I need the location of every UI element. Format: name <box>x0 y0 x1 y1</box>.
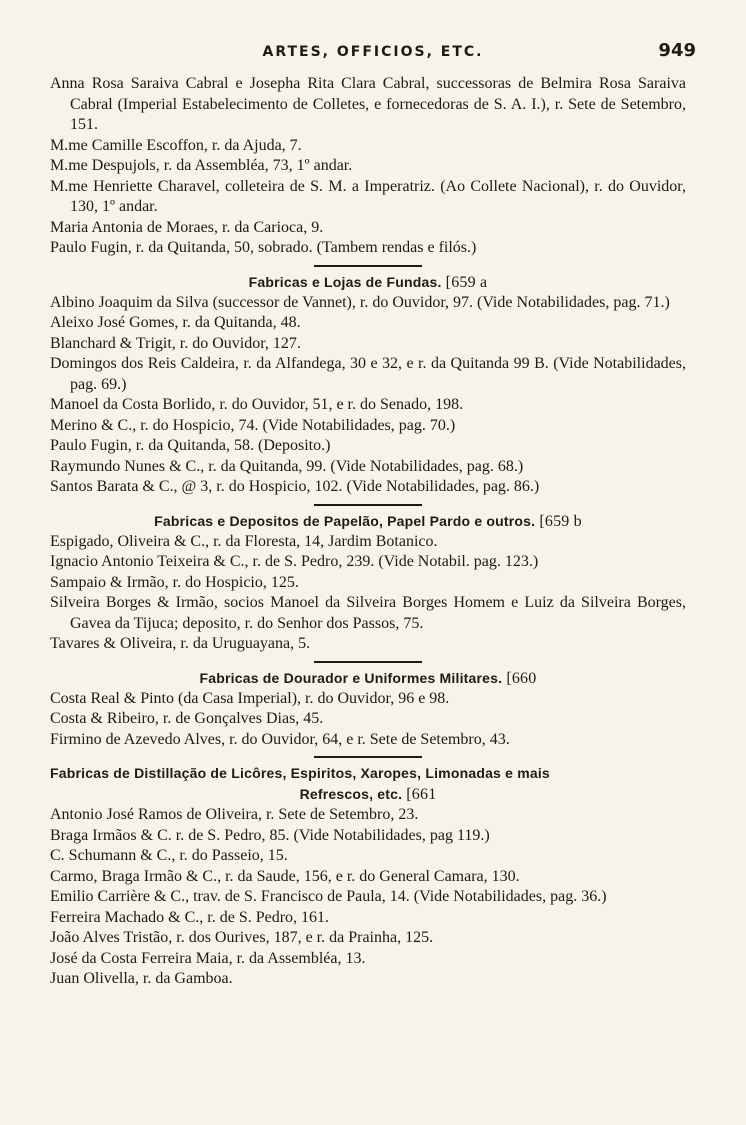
list-item: Ferreira Machado & C., r. de S. Pedro, 161. <box>50 908 330 926</box>
list-item: Silveira Borges & Irmão, socios Manoel da Silveira Borges Homem e Luiz da Silveira Borges, Gavea da Tijuca; deposito, r. do Senhor dos Passos, 75. <box>50 594 686 632</box>
section-divider <box>314 265 422 267</box>
section-heading <box>50 763 686 805</box>
list-item: Emilio Carrière & C., trav. de S. Francisco de Paula, 14. (Vide Notabilidades, pag. 36.) <box>50 888 607 905</box>
list-item: Braga Irmãos & C. r. de S. Pedro, 85. (Vide Notabilidades, pag 119.) <box>50 826 490 844</box>
list-item: Albino Joaquim da Silva (successor de Vannet), r. do Ouvidor, 97. (Vide Notabilidades, pag. 71.) <box>50 293 670 311</box>
section-title: Fabricas de Distillação de Licôres, Espiritos, Xaropes, Limonadas e mais <box>50 765 550 781</box>
section-heading <box>50 272 686 293</box>
list-item: Juan Olivella, r. da Gamboa. <box>50 970 233 987</box>
list-item: Santos Barata & C., @ 3, r. do Hospicio, 102. (Vide Notabilidades, pag. 86.) <box>50 478 540 495</box>
list-item: M.me Despujols, r. da Assembléa, 73, 1º andar. <box>50 157 353 174</box>
section-reference: [659 a <box>445 273 488 291</box>
section-reference: [659 b <box>539 512 582 530</box>
section-title-line2: Refrescos, etc. <box>299 786 403 802</box>
list-item: Antonio José Ramos de Oliveira, r. Sete de Setembro, 23. <box>50 806 419 823</box>
list-item: Firmino de Azevedo Alves, r. do Ouvidor, 64, e r. Sete de Setembro, 43. <box>50 730 510 748</box>
list-item: Costa Real & Pinto (da Casa Imperial), r. do Ouvidor, 96 e 98. <box>50 689 450 707</box>
running-head: ARTES, OFFICIOS, ETC. <box>262 44 484 60</box>
list-item: Maria Antonia de Moraes, r. da Carioca, 9. <box>50 218 324 236</box>
section-title: Fabricas e Depositos de Papelão, Papel Pardo e outros. <box>154 512 536 529</box>
section-heading <box>50 511 686 532</box>
list-item: Anna Rosa Saraiva Cabral e Josepha Rita Clara Cabral, successoras de Belmira Rosa Saraiva Cabral (Imperial Estabelecimento de Colletes, e fornecedoras de S. A. I.), r. Sete de Setembro, 151. <box>50 75 686 133</box>
page-number: 949 <box>658 40 696 61</box>
list-item: Merino & C., r. do Hospicio, 74. (Vide Notabilidades, pag. 70.) <box>50 416 456 434</box>
list-item: Manoel da Costa Borlido, r. do Ouvidor, 51, e r. do Senado, 198. <box>50 396 464 413</box>
section-title: Fabricas e Lojas de Fundas. <box>248 273 442 290</box>
list-item: C. Schumann & C., r. do Passeio, 15. <box>50 847 288 864</box>
section-divider <box>314 661 422 663</box>
section-divider <box>314 756 422 758</box>
list-item: Paulo Fugin, r. da Quitanda, 58. (Deposito.) <box>50 437 331 454</box>
section-reference: [660 <box>506 669 537 687</box>
list-item: Tavares & Oliveira, r. da Uruguayana, 5. <box>50 635 311 652</box>
section-title: Fabricas de Dourador e Uniformes Militares. <box>199 669 503 686</box>
page-content <box>50 74 686 990</box>
list-item: Carmo, Braga Irmão & C., r. da Saude, 156, e r. do General Camara, 130. <box>50 867 520 885</box>
section-heading <box>50 668 686 689</box>
list-item: Ignacio Antonio Teixeira & C., r. de S. Pedro, 239. (Vide Notabil. pag. 123.) <box>50 553 539 570</box>
list-item: João Alves Tristão, r. dos Ourives, 187, e r. da Prainha, 125. <box>50 929 434 946</box>
list-item: Espigado, Oliveira & C., r. da Floresta, 14, Jardim Botanico. <box>50 532 438 550</box>
list-item: M.me Henriette Charavel, colleteira de S. M. a Imperatriz. (Ao Collete Nacional), r. do Ouvidor, 130, 1º andar. <box>50 177 686 215</box>
section-reference: [661 <box>406 786 437 803</box>
list-item: Raymundo Nunes & C., r. da Quitanda, 99. (Vide Notabilidades, pag. 68.) <box>50 457 524 475</box>
list-item: Costa & Ribeiro, r. de Gonçalves Dias, 45. <box>50 710 324 727</box>
list-item: Blanchard & Trigit, r. do Ouvidor, 127. <box>50 334 301 352</box>
list-item: Domingos dos Reis Caldeira, r. da Alfandega, 30 e 32, e r. da Quitanda 99 B. (Vide Notabilidades, pag. 69.) <box>50 355 686 393</box>
section-divider <box>314 504 422 506</box>
list-item: M.me Camille Escoffon, r. da Ajuda, 7. <box>50 136 302 154</box>
page-header <box>0 38 746 68</box>
list-item: Paulo Fugin, r. da Quitanda, 50, sobrado. (Tambem rendas e filós.) <box>50 239 477 256</box>
list-item: Sampaio & Irmão, r. do Hospicio, 125. <box>50 573 299 591</box>
list-item: José da Costa Ferreira Maia, r. da Assembléa, 13. <box>50 949 366 967</box>
list-item: Aleixo José Gomes, r. da Quitanda, 48. <box>50 314 301 331</box>
